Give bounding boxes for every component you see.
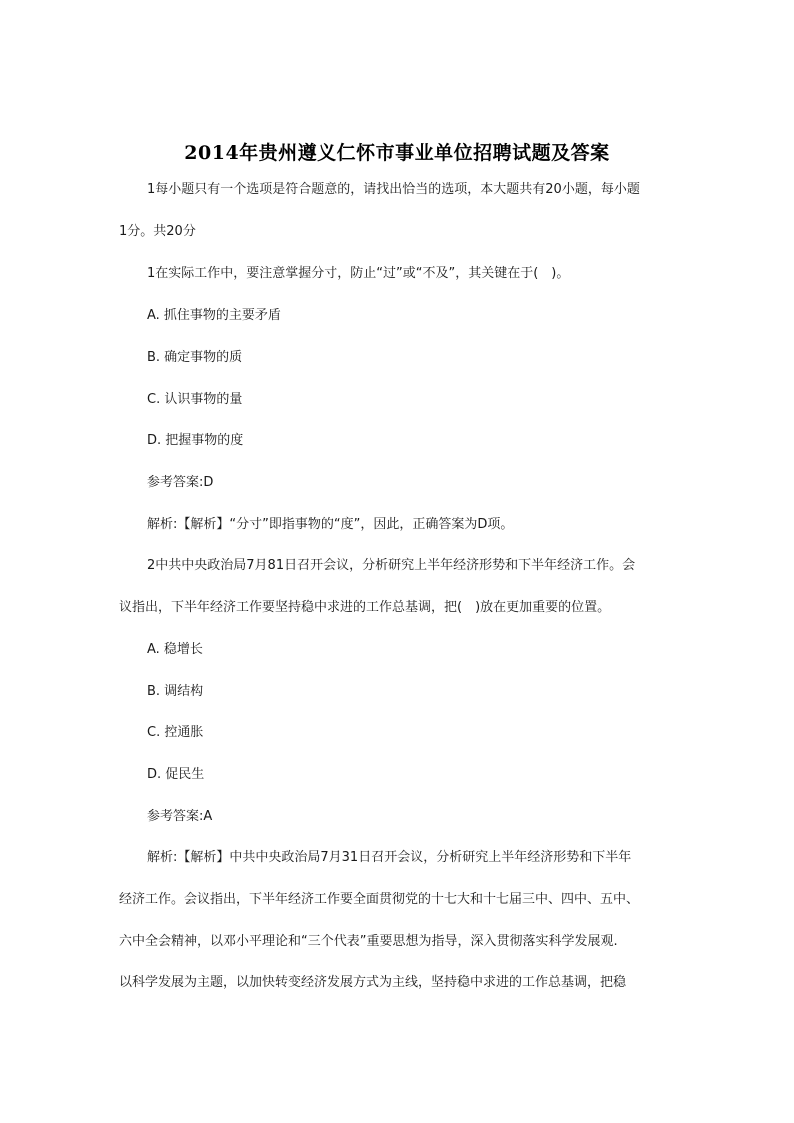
document-title: 2014年贵州遵义仁怀市事业单位招聘试题及答案 <box>184 142 610 164</box>
intro-line-1: 1每小题只有一个选项是符合题意的，请找出恰当的选项，本大题共有20小题，每小题 <box>147 182 640 197</box>
question-2-analysis-line-4: 以科学发展为主题，以加快转变经济发展方式为主线，坚持稳中求进的工作总基调，把稳 <box>119 975 627 990</box>
question-2-option-c: C. 控通胀 <box>147 725 204 740</box>
question-1-option-d: D. 把握事物的度 <box>147 433 244 448</box>
question-1-stem: 1在实际工作中，要注意掌握分寸，防止“过”或“不及”，其关键在于( )。 <box>147 266 570 281</box>
question-2-option-b: B. 调结构 <box>147 684 204 699</box>
question-2-stem-line-1: 2中共中央政治局7月81日召开会议，分析研究上半年经济形势和下半年经济工作。会 <box>147 558 636 573</box>
question-2-answer: 参考答案:A <box>147 809 213 824</box>
question-2-option-d: D. 促民生 <box>147 767 205 782</box>
question-1-option-a: A. 抓住事物的主要矛盾 <box>147 308 281 323</box>
intro-line-2: 1分。共20分 <box>119 224 196 239</box>
question-1-option-b: B. 确定事物的质 <box>147 350 243 365</box>
question-2-analysis-line-1: 解析:【解析】中共中央政治局7月31日召开会议，分析研究上半年经济形势和下半年 <box>147 850 632 865</box>
question-1-answer: 参考答案:D <box>147 475 214 490</box>
question-2-option-a: A. 稳增长 <box>147 642 203 657</box>
question-1-analysis: 解析:【解析】“分寸”即指事物的“度”，因此，正确答案为D项。 <box>147 517 514 532</box>
question-1-option-c: C. 认识事物的量 <box>147 392 243 407</box>
question-2-analysis-line-3: 六中全会精神，以邓小平理论和“三个代表”重要思想为指导，深入贯彻落实科学发展观. <box>119 934 618 949</box>
question-2-analysis-line-2: 经济工作。会议指出，下半年经济工作要全面贯彻党的十七大和十七届三中、四中、五中、 <box>119 892 640 907</box>
question-2-stem-line-2: 议指出，下半年经济工作要坚持稳中求进的工作总基调，把( )放在更加重要的位置。 <box>119 600 611 615</box>
